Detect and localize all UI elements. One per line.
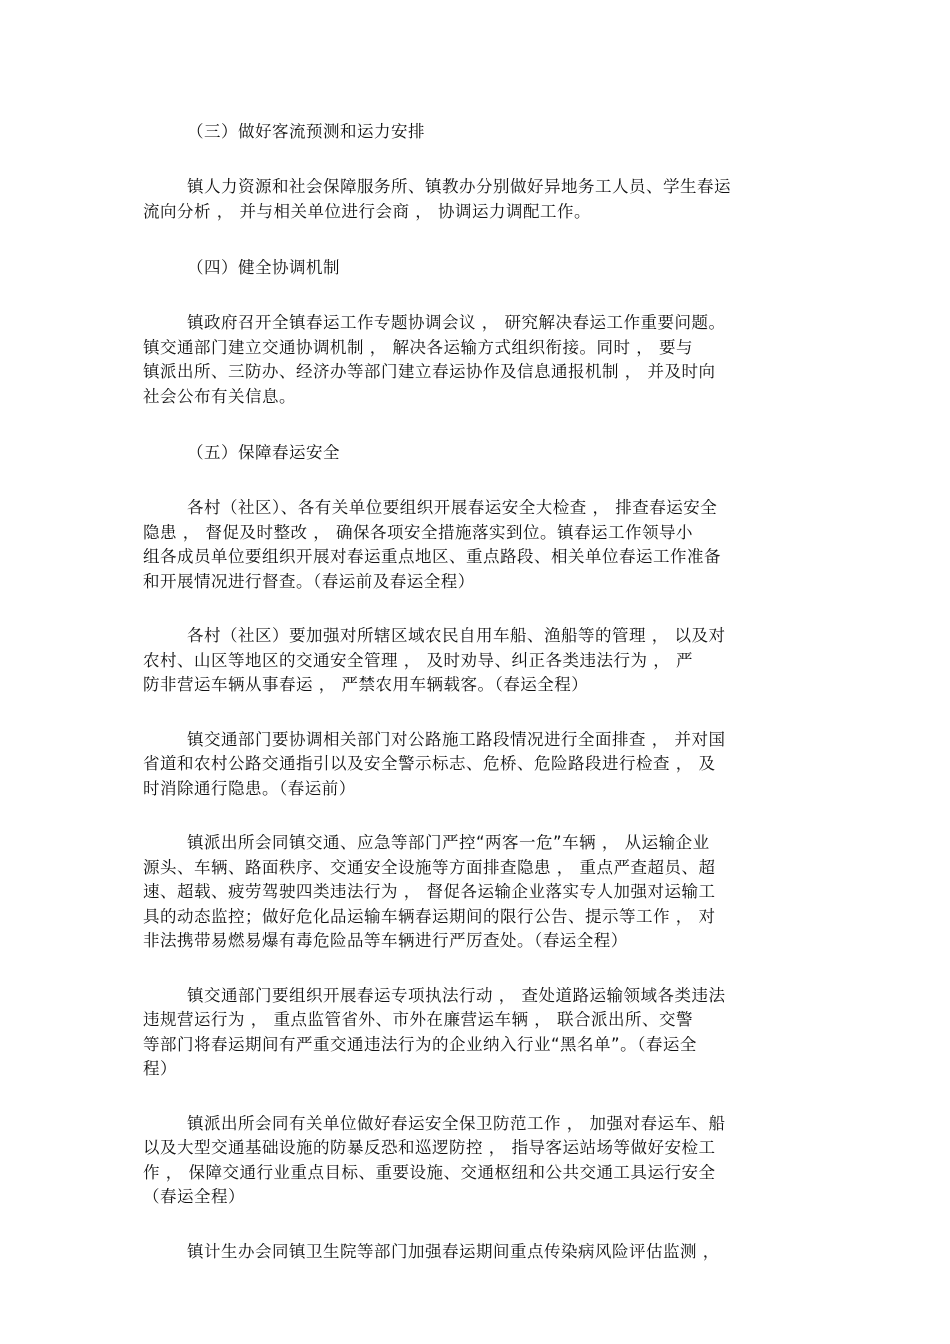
paragraph (143, 624, 807, 698)
text-line: 隐患 ， 督促及时整改 ， 确保各项安全措施落实到位。镇春运工作领导小 (143, 522, 693, 542)
text-line: 非法携带易燃易爆有毒危险品等车辆进行严厉查处。（春运全程） (143, 931, 628, 950)
text-line: 流向分析 ， 并与相关单位进行会商 ， 协调运力调配工作。 (143, 201, 591, 221)
text-line: 省道和农村公路交通指引以及安全警示标志、危桥、危险路段进行检查 ， 及 (143, 754, 716, 773)
text-line: 农村、山区等地区的交通安全管理 ， 及时劝导、纠正各类违法行为 ， 严 (143, 650, 693, 670)
paragraph (143, 831, 807, 954)
text-line: 速、超载、疲劳驾驶四类违法行为 ， 督促各运输企业落实专人加强对运输工 (143, 882, 716, 901)
text-line: 具的动态监控；做好危化品运输车辆春运期间的限行公告、提示等工作 ， 对 (143, 906, 716, 926)
paragraph (143, 728, 807, 802)
text-line: 社会公布有关信息。 (143, 386, 296, 406)
text-line: 镇计生办会同镇卫生院等部门加强春运期间重点传染病风险评估监测 ， (187, 1241, 720, 1261)
text-line: 镇交通部门建立交通协调机制 ， 解决各运输方式组织衔接。同时 ， 要与 (143, 337, 693, 357)
text-line: 镇交通部门要协调相关部门对公路施工路段情况进行全面排查 ， 并对国 (187, 729, 726, 749)
text-line: 防非营运车辆从事春运 ， 严禁农用车辆载客。（春运全程） (143, 675, 589, 694)
text-line: 各村（社区）要加强对所辖区域农民自用车船、渔船等的管理 ， 以及对 (187, 626, 726, 645)
text-line: 等部门将春运期间有严重交通违法行为的企业纳入行业“黑名单”。（春运全 (143, 1034, 697, 1054)
text-line: 违规营运行为 ， 重点监管省外、市外在廉营运车辆 ， 联合派出所、交警 (143, 1010, 693, 1029)
text-line: 镇派出所、三防办、经济办等部门建立春运协作及信息通报机制 ， 并及时向 (143, 362, 716, 381)
paragraph (143, 984, 807, 1082)
text-line: 作 ， 保障交通行业重点目标、重要设施、交通枢纽和公共交通工具运行安全 (143, 1162, 716, 1182)
paragraph (143, 1112, 807, 1210)
text-line: 组各成员单位要组织开展对春运重点地区、重点路段、相关单位春运工作准备 (143, 547, 721, 566)
section-heading: （三）做好客流预测和运力安排 (187, 122, 425, 141)
text-line: 以及大型交通基础设施的防暴反恐和巡逻防控 ， 指导客运站场等做好安检工 (143, 1138, 716, 1157)
text-line: 镇派出所会同镇交通、应急等部门严控“两客一危”车辆 ， 从运输企业 (187, 833, 710, 852)
text-line: 和开展情况进行督查。（春运前及春运全程） (143, 571, 475, 591)
text-line: （春运全程） (143, 1187, 245, 1206)
text-line: 各村（社区）、各有关单位要组织开展春运安全大检查 ， 排查春运安全 (187, 498, 718, 517)
text-line: 程） (143, 1059, 177, 1078)
text-line: 镇人力资源和社会保障服务所、镇教办分别做好异地务工人员、学生春运 (187, 177, 731, 196)
paragraph (143, 1240, 807, 1265)
document-page (143, 118, 807, 1294)
text-line: 镇交通部门要组织开展春运专项执法行动 ， 查处道路运输领域各类违法 (187, 985, 726, 1005)
text-line: 源头、车辆、路面秩序、交通安全设施等方面排查隐患 ， 重点严查超员、超 (143, 857, 716, 877)
text-line: 镇政府召开全镇春运工作专题协调会议 ， 研究解决春运工作重要问题。 (187, 313, 726, 332)
text-line: 镇派出所会同有关单位做好春运安全保卫防范工作 ， 加强对春运车、船 (187, 1113, 726, 1133)
text-line: 时消除通行隐患。（春运前） (143, 778, 356, 798)
section-heading: （四）健全协调机制 (187, 258, 340, 277)
paragraph (143, 311, 807, 409)
section-heading: （五）保障春运安全 (187, 443, 340, 462)
paragraph (143, 175, 807, 224)
paragraph (143, 496, 807, 594)
